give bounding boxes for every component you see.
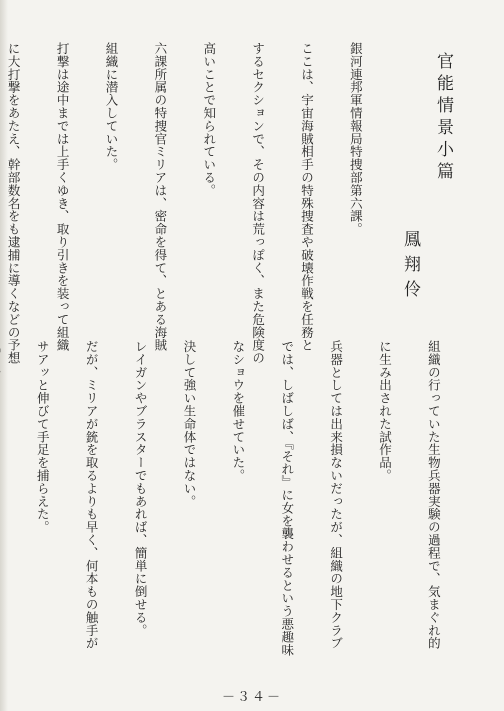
text-column: なショウを催せていた。	[230, 340, 246, 482]
story-title: 官能情景小篇	[433, 52, 453, 184]
text-column: するセクションで、その内容は荒っぽく、また危険度の	[250, 42, 266, 365]
text-column: 組織の行っていた生物兵器実験の過程で、気まぐれ的	[426, 340, 442, 650]
text-column: では、しばしば、『それ』に女を襲わせるという悪趣味	[279, 340, 295, 657]
text-column: ここは、宇宙海賊相手の特殊捜査や破壊作戦を任務と	[299, 42, 315, 352]
page-number: －３４－	[221, 690, 282, 705]
author-name: 鳳翔伶	[400, 230, 420, 305]
text-column: 打撃は途中までは上手くゆき、取り引きを装って組織	[55, 42, 71, 352]
text-column: 決して強い生命体ではない。	[181, 340, 197, 508]
body-text-bottom	[24, 340, 474, 657]
body-text-top	[6, 42, 396, 365]
text-column: に大打撃をあたえ、幹部数名をも逮捕に導くなどの予想	[6, 42, 22, 365]
text-column: レイガンやブラスターでもあれば、簡単に倒せる。	[133, 340, 149, 637]
text-column: に生み出された試作品。	[377, 340, 393, 482]
text-column: 銀河連邦軍情報局特捜部第六課。	[348, 42, 364, 236]
text-column: 六課所属の特捜官ミリアは、密命を得て、とある海賊	[152, 42, 168, 352]
text-column: 高いことで知られている。	[201, 42, 217, 197]
text-column: だが、ミリアが銃を取るよりも早く、何本もの触手が	[84, 340, 100, 650]
text-column: サアッと伸びて手足を捕らえた。	[35, 340, 51, 534]
text-column: 兵器としては出来損ないだったが、組織の地下クラブ	[328, 340, 344, 650]
text-column	[0, 340, 1, 640]
text-column: 組織に潜入していた。	[103, 42, 119, 171]
